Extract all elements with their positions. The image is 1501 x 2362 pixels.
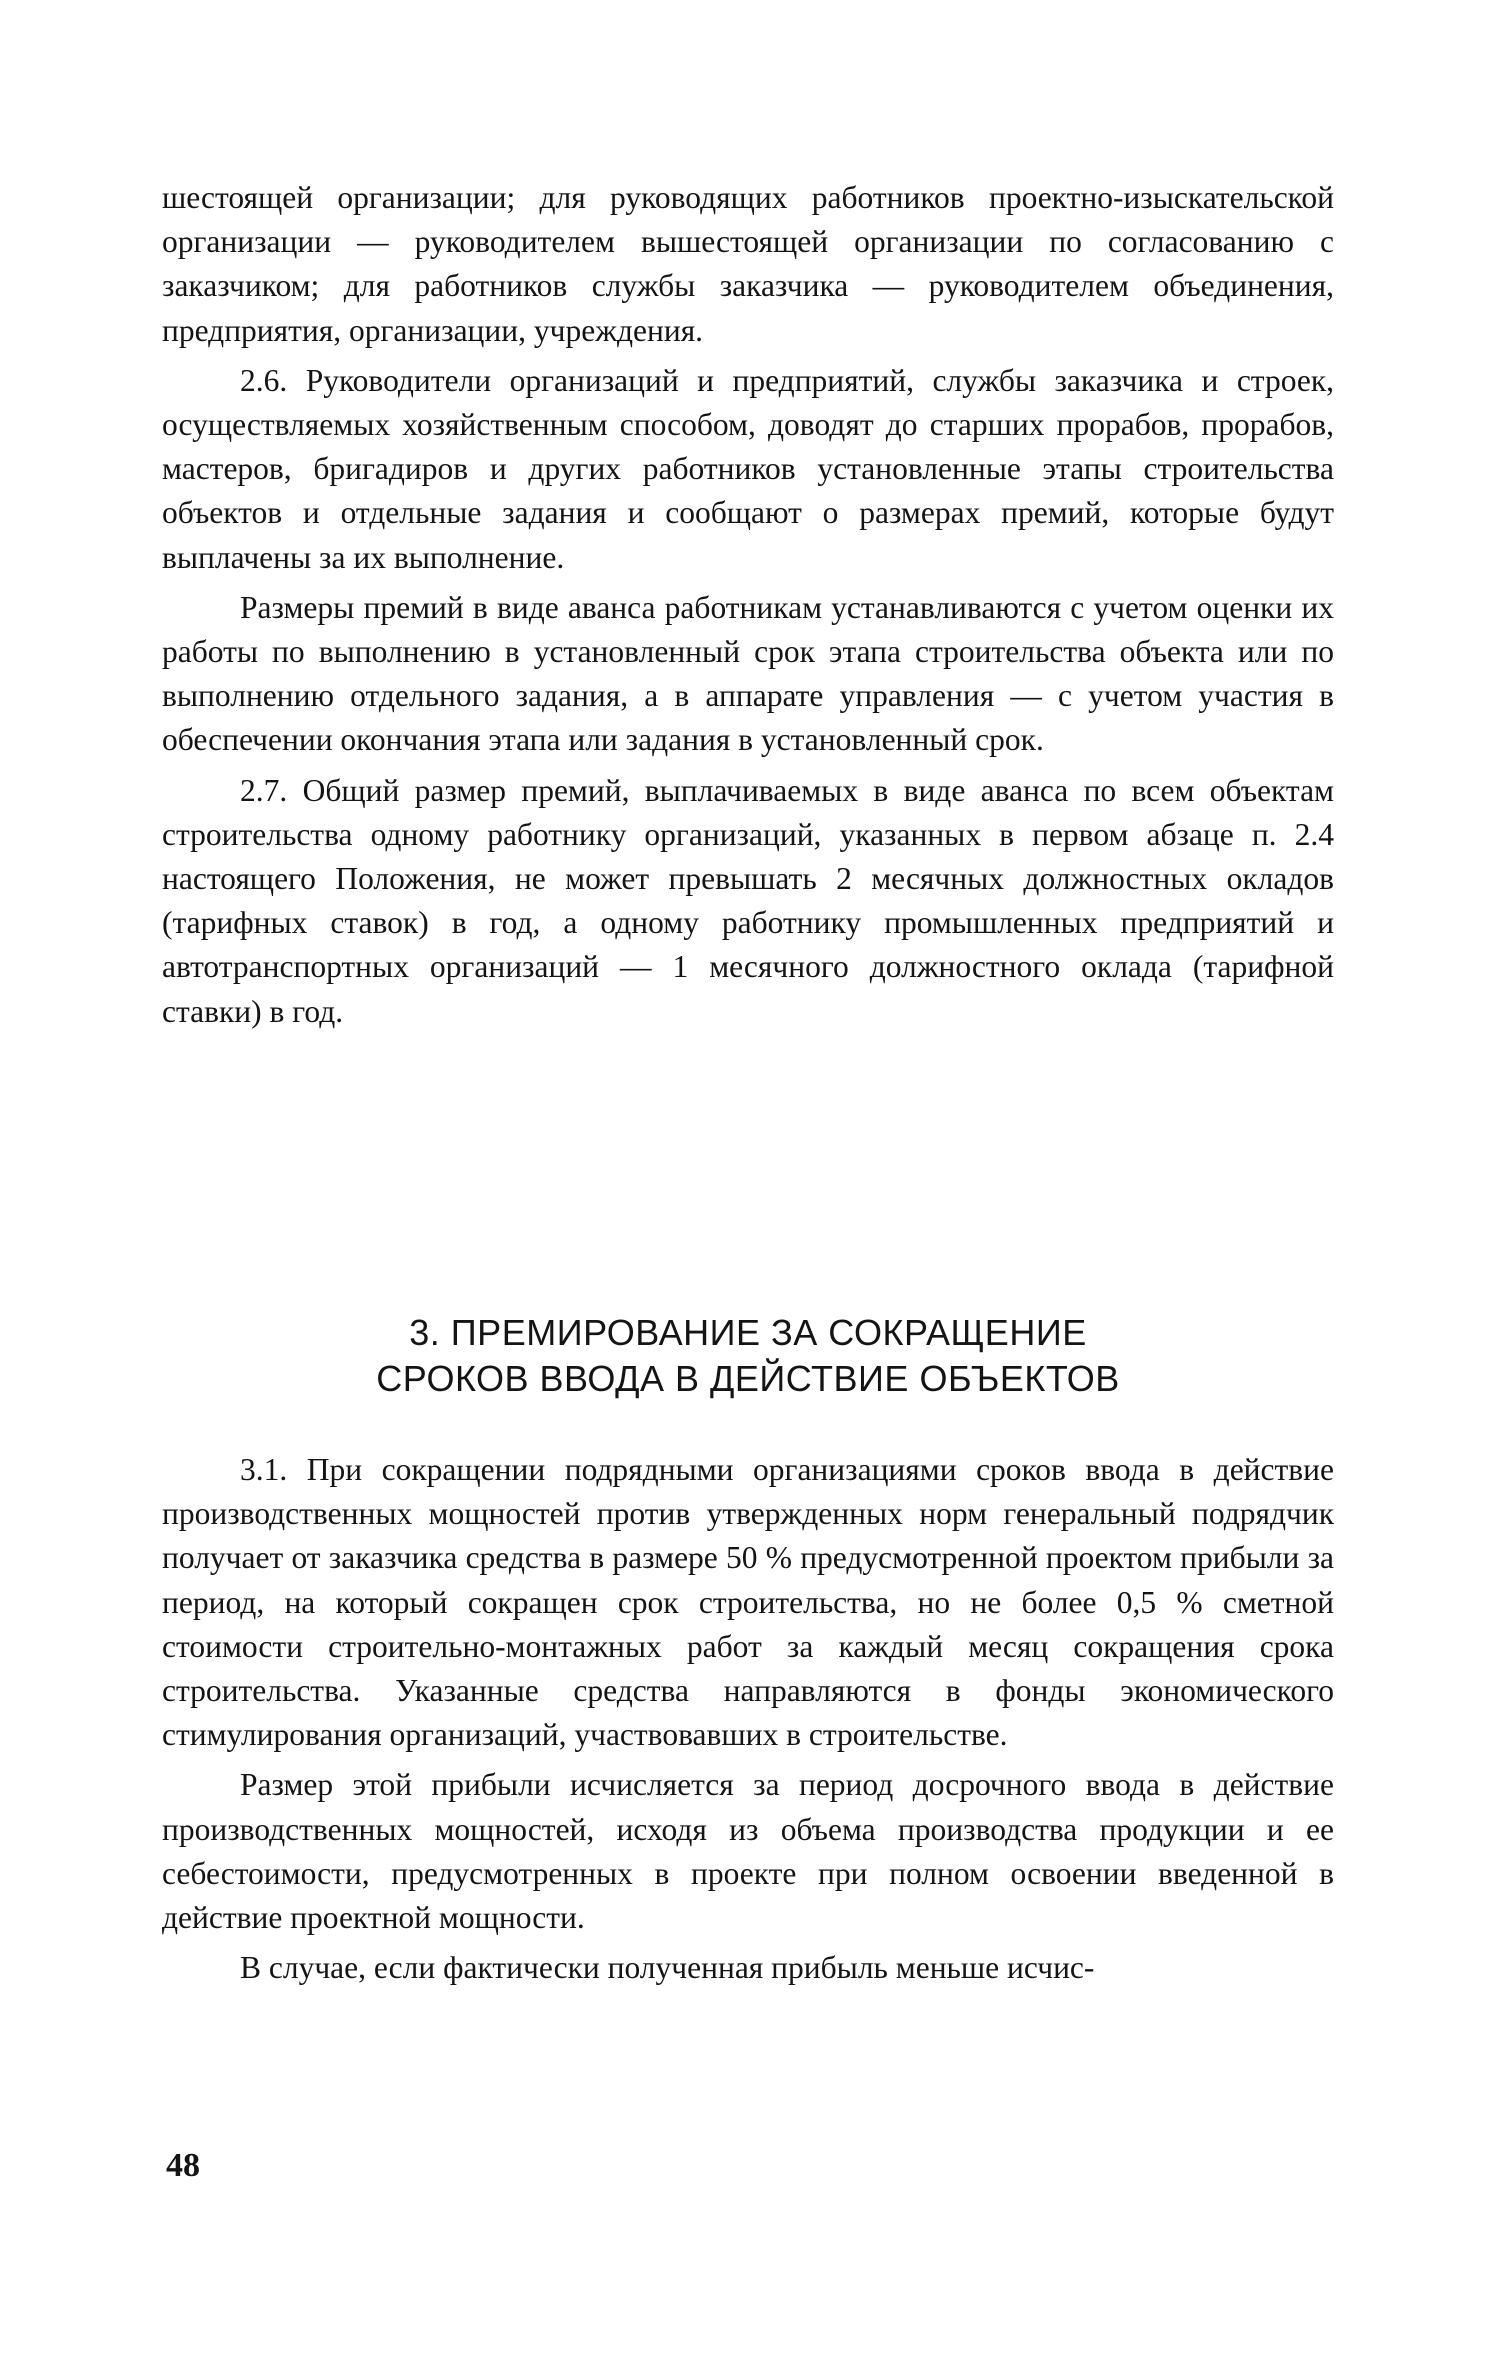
text-block-top (162, 176, 1334, 1040)
section-heading-line-1: 3. ПРЕМИРОВАНИЕ ЗА СОКРАЩЕНИЕ (409, 1312, 1087, 1353)
section-heading-line-2: СРОКОВ ВВОДА В ДЕЙСТВИЕ ОБЪЕКТОВ (376, 1358, 1120, 1399)
paragraph-in-case: В случае, если фактически полученная прибыль меньше исчис- (240, 1950, 1095, 1986)
page-number: 48 (166, 2147, 200, 2184)
section-heading (162, 1310, 1334, 1402)
paragraph-2-6: 2.6. Руководители организаций и предприятий, службы заказчика и строек, осуществляемых хозяйственным способом, доводят до старших прорабов, прорабов, мастеров, бригадиров и других работников установленные этапы строительства объектов и отдельные задания и сообщают о размерах премий, которые будут выплачены за их выполнение. (162, 362, 1334, 575)
text-block-bottom (162, 1448, 1334, 1996)
paragraph-3-1: 3.1. При сокращении подрядными организациями сроков ввода в действие производственных мощностей против утвержденных норм генеральный подрядчик получает от заказчика средства в размере 50 % предусмотренной проектом прибыли за период, на который сокращен срок строительства, но не более 0,5 % сметной стоимости строительно-монтажных работ за каждый месяц сокращения срока строительства. Указанные средства направляются в фонды экономического стимулирования организаций, участвовавших в строительстве. (162, 1452, 1334, 1753)
paragraph-premium-amounts: Размеры премий в виде аванса работникам устанавливаются с учетом оценки их работы по выполнению в установленный срок этапа строительства объекта или по выполнению отдельного задания, а в аппарате управления — с учетом участия в обеспечении окончания этапа или задания в установленный срок. (162, 589, 1334, 758)
paragraph-profit-calculation: Размер этой прибыли исчисляется за период досрочного ввода в действие производственных мощностей, исходя из объема производства продукции и ее себестоимости, предусмотренных в проекте при полном освоении введенной в действие проектной мощности. (162, 1767, 1334, 1936)
paragraph-continuation: шестоящей организации; для руководящих работников проектно-изыскательской организации — руководителем вышестоящей организации по согласованию с заказчиком; для работников службы заказчика — руководителем объединения, предприятия, организации, учреждения. (162, 180, 1334, 348)
paragraph-2-7: 2.7. Общий размер премий, выплачиваемых в виде аванса по всем объектам строительства одному работнику организаций, указанных в первом абзаце п. 2.4 настоящего Положения, не может превышать 2 месячных должностных окладов (тарифных ставок) в год, а одному работнику промышленных предприятий и автотранспортных организаций — 1 месячного должностного оклада (тарифной ставки) в год. (162, 772, 1334, 1029)
